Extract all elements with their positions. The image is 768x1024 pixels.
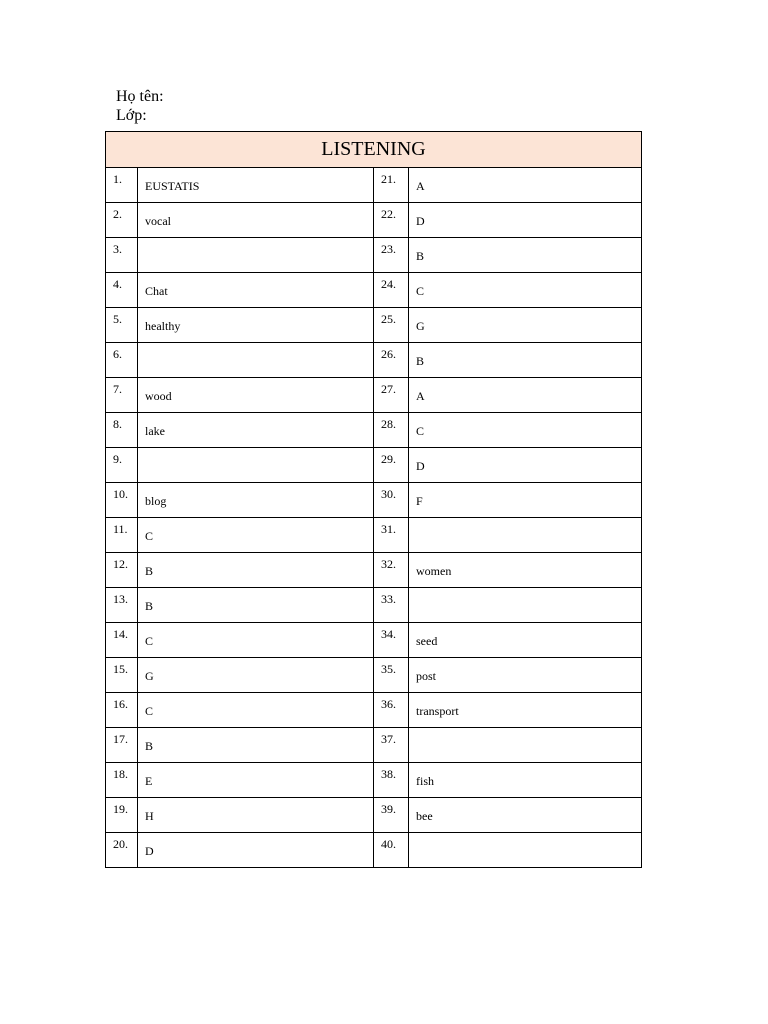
answer-row — [106, 693, 642, 728]
question-number: 8. — [106, 413, 138, 448]
answer-row — [106, 553, 642, 588]
answer-cell — [409, 728, 642, 763]
answer-cell: EUSTATIS — [138, 168, 374, 203]
answer-cell: D — [409, 203, 642, 238]
question-number: 17. — [106, 728, 138, 763]
question-number: 33. — [374, 588, 409, 623]
question-number: 20. — [106, 833, 138, 868]
question-number: 23. — [374, 238, 409, 273]
answer-row — [106, 168, 642, 203]
answer-cell: blog — [138, 483, 374, 518]
answer-cell: transport — [409, 693, 642, 728]
question-number: 25. — [374, 308, 409, 343]
question-number: 37. — [374, 728, 409, 763]
question-number: 9. — [106, 448, 138, 483]
question-number: 26. — [374, 343, 409, 378]
question-number: 10. — [106, 483, 138, 518]
question-number: 29. — [374, 448, 409, 483]
question-number: 36. — [374, 693, 409, 728]
answer-row — [106, 798, 642, 833]
answer-cell: B — [138, 553, 374, 588]
answer-row — [106, 728, 642, 763]
question-number: 32. — [374, 553, 409, 588]
student-info — [116, 87, 164, 125]
answer-row — [106, 483, 642, 518]
answer-cell — [409, 588, 642, 623]
answer-cell: C — [409, 413, 642, 448]
answer-cell: wood — [138, 378, 374, 413]
question-number: 4. — [106, 273, 138, 308]
section-title: LISTENING — [106, 132, 642, 168]
answer-cell: seed — [409, 623, 642, 658]
question-number: 39. — [374, 798, 409, 833]
question-number: 34. — [374, 623, 409, 658]
answer-cell: G — [409, 308, 642, 343]
answer-cell: A — [409, 168, 642, 203]
answer-cell — [409, 518, 642, 553]
answer-row — [106, 343, 642, 378]
answer-cell: B — [409, 238, 642, 273]
answer-cell: lake — [138, 413, 374, 448]
question-number: 3. — [106, 238, 138, 273]
question-number: 13. — [106, 588, 138, 623]
question-number: 11. — [106, 518, 138, 553]
answer-cell: B — [409, 343, 642, 378]
answer-cell: C — [138, 693, 374, 728]
answer-cell: healthy — [138, 308, 374, 343]
question-number: 16. — [106, 693, 138, 728]
question-number: 38. — [374, 763, 409, 798]
question-number: 5. — [106, 308, 138, 343]
answer-cell: G — [138, 658, 374, 693]
answer-cell: D — [138, 833, 374, 868]
answer-table — [105, 131, 642, 868]
answer-cell: Chat — [138, 273, 374, 308]
answer-row — [106, 378, 642, 413]
answer-row — [106, 448, 642, 483]
answer-row — [106, 308, 642, 343]
answer-row — [106, 273, 642, 308]
answer-cell — [138, 238, 374, 273]
answer-row — [106, 833, 642, 868]
answer-cell: C — [409, 273, 642, 308]
answer-row — [106, 623, 642, 658]
answer-cell: post — [409, 658, 642, 693]
answer-row — [106, 588, 642, 623]
answer-cell: C — [138, 623, 374, 658]
question-number: 35. — [374, 658, 409, 693]
question-number: 22. — [374, 203, 409, 238]
answer-cell: C — [138, 518, 374, 553]
question-number: 28. — [374, 413, 409, 448]
answer-cell: women — [409, 553, 642, 588]
answer-cell — [409, 833, 642, 868]
class-label: Lớp: — [116, 107, 147, 124]
question-number: 31. — [374, 518, 409, 553]
answer-cell: E — [138, 763, 374, 798]
answer-row — [106, 238, 642, 273]
question-number: 6. — [106, 343, 138, 378]
answer-cell: B — [138, 588, 374, 623]
answer-row — [106, 203, 642, 238]
answer-row — [106, 518, 642, 553]
answer-cell — [138, 343, 374, 378]
question-number: 14. — [106, 623, 138, 658]
question-number: 15. — [106, 658, 138, 693]
name-label: Họ tên: — [116, 88, 164, 105]
question-number: 19. — [106, 798, 138, 833]
answer-cell: B — [138, 728, 374, 763]
answer-cell: vocal — [138, 203, 374, 238]
answer-row — [106, 658, 642, 693]
answer-cell: H — [138, 798, 374, 833]
answer-cell: A — [409, 378, 642, 413]
answer-cell: bee — [409, 798, 642, 833]
question-number: 12. — [106, 553, 138, 588]
answer-table-body — [106, 132, 642, 868]
answer-row — [106, 763, 642, 798]
question-number: 40. — [374, 833, 409, 868]
question-number: 27. — [374, 378, 409, 413]
question-number: 18. — [106, 763, 138, 798]
answer-cell: F — [409, 483, 642, 518]
question-number: 2. — [106, 203, 138, 238]
answer-cell — [138, 448, 374, 483]
question-number: 30. — [374, 483, 409, 518]
answer-row — [106, 413, 642, 448]
question-number: 21. — [374, 168, 409, 203]
answer-cell: D — [409, 448, 642, 483]
question-number: 24. — [374, 273, 409, 308]
answer-cell: fish — [409, 763, 642, 798]
question-number: 1. — [106, 168, 138, 203]
question-number: 7. — [106, 378, 138, 413]
